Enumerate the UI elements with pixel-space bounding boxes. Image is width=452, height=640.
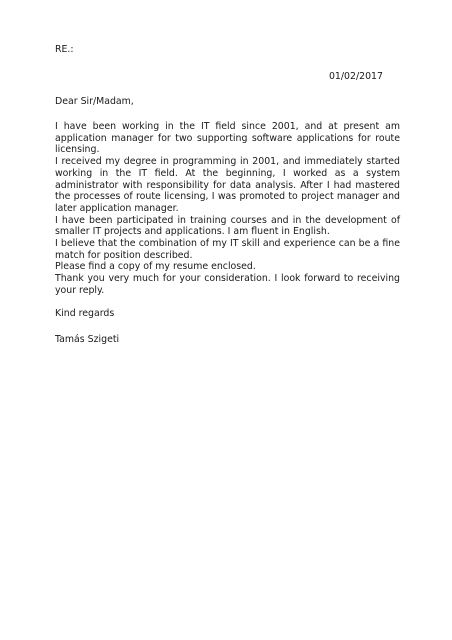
salutation: Dear Sir/Madam, [55, 96, 134, 107]
body-paragraph: I have been working in the IT field since 2001, and at present am application manager for two supporting software applications for route licensing. [55, 121, 400, 156]
letter-date: 01/02/2017 [328, 71, 383, 82]
body-paragraph: I believe that the combination of my IT skill and experience can be a fine match for position described. [55, 238, 400, 261]
body-paragraph: Please find a copy of my resume enclosed. [55, 261, 256, 273]
body-paragraph: I have been participated in training courses and in the development of smaller IT projects and applications. I am fluent in English. [55, 214, 400, 238]
closing: Kind regards [55, 308, 115, 319]
body-paragraph: I received my degree in programming in 2001, and immediately started working in the IT field. At the beginning, I worked as a system administrator with responsibility for data analysis. After I had mastered the processes of route licensing, I was promoted to project manager and later application manager. [55, 156, 400, 214]
signature-name: Tamás Szigeti [55, 334, 120, 345]
reference-line: RE.: [55, 44, 74, 55]
body-paragraph: Thank you very much for your consideration. I look forward to receiving your reply. [55, 273, 400, 296]
letter-body [55, 121, 400, 297]
